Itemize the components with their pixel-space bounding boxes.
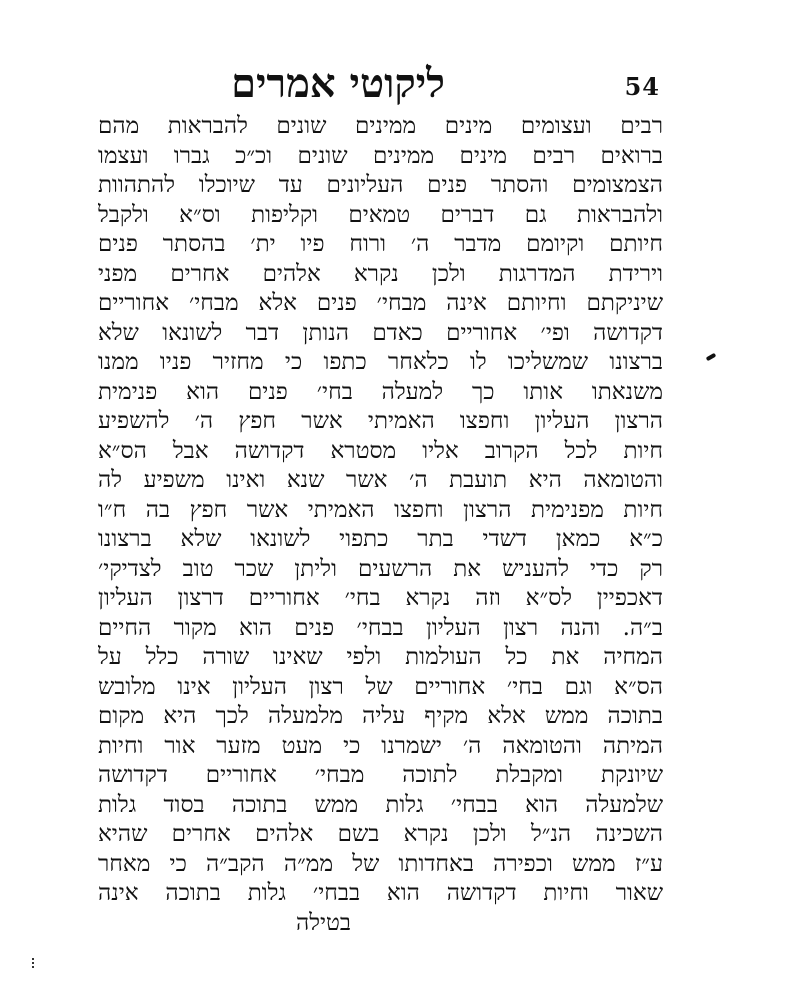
body-text: [98, 112, 663, 938]
text-line-final: בטילה: [296, 909, 351, 936]
text-line: והטומאה היא תועבת ה׳ אשר שנא ואינו משפיע לה: [98, 467, 663, 493]
text-line: המיתה והטומאה ה׳ ישמרנו כי מעט מזער אור וחיות: [98, 732, 663, 759]
text-line: המחיה את כל העולמות ולפי שאינו שורה כלל על: [98, 644, 663, 670]
text-line: כ״א כמאן דשדי בתר כתפוי לשונאו שלא ברצונו: [98, 526, 663, 552]
margin-ink-mark: [706, 353, 717, 361]
text-line: שיניקתם וחיותם אינה מבחי׳ פנים אלא מבחי׳ אחוריים: [98, 290, 663, 316]
text-line: חיות לכל הקרוב אליו מסטרא דקדושה אבל הס״א: [98, 437, 663, 464]
text-line: וירידת המדרגות ולכן נקרא אלהים אחרים מפני: [98, 260, 663, 287]
text-line: ברצונו שמשליכו לו כלאחר כתפו כי מחזיר פניו ממנו: [98, 349, 663, 375]
text-line: חיות מפנימית הרצון וחפצו האמיתי אשר חפץ בה ח״ו: [98, 496, 663, 523]
text-line: רבים ועצומים מינים ממינים שונים להבראות מהם: [98, 113, 663, 139]
running-title: ליקוטי אמרים: [231, 60, 445, 107]
text-line: הצמצומים והסתר פנים העליונים עד שיוכלו להתהוות: [98, 172, 663, 198]
text-line: בתוכה ממש אלא מקיף עליה מלמעלה לכך היא מקום: [98, 703, 663, 729]
text-line: דאכפיין לס״א וזה נקרא בחי׳ אחוריים דרצון העליון: [98, 585, 663, 611]
text-line: הרצון העליון וחפצו האמיתי אשר חפץ ה׳ להשפיע: [98, 408, 663, 434]
text-line: שלמעלה הוא בבחי׳ גלות ממש בתוכה בסוד גלות: [98, 791, 663, 818]
page-header: [100, 60, 660, 110]
text-line: משנאתו אותו כך למעלה בחי׳ פנים הוא פנימית: [98, 378, 663, 405]
text-line: ולהבראות גם דברים טמאים וקליפות וס״א ולקבל: [98, 201, 663, 228]
page-number: 54: [624, 72, 660, 101]
text-line: חיותם וקיומם מדבר ה׳ ורוח פיו ית׳ בהסתר פנים: [98, 231, 663, 257]
text-line: השכינה הנ״ל ולכן נקרא בשם אלהים אחרים שהיא: [98, 821, 663, 847]
scan-speck: [32, 958, 36, 968]
text-line: ב״ה. והנה רצון העליון בבחי׳ פנים הוא מקור החיים: [98, 614, 663, 641]
text-line: שאור וחיות דקדושה הוא בבחי׳ גלות בתוכה אינה: [98, 880, 663, 906]
text-line: שיונקת ומקבלת לתוכה מבחי׳ אחוריים דקדושה: [98, 762, 663, 788]
text-line: הס״א וגם בחי׳ אחוריים של רצון העליון אינו מלובש: [98, 673, 663, 700]
text-line: ברואים רבים מינים ממינים שונים וכ״כ גברו ועצמו: [98, 142, 663, 169]
text-line: דקדושה ופי׳ אחוריים כאדם הנותן דבר לשונאו שלא: [98, 319, 663, 346]
text-line: ע״ז ממש וכפירה באחדותו של ממ״ה הקב״ה כי מאחר: [98, 850, 663, 877]
text-line: רק כדי להעניש את הרשעים וליתן שכר טוב לצדיקי׳: [98, 555, 663, 582]
